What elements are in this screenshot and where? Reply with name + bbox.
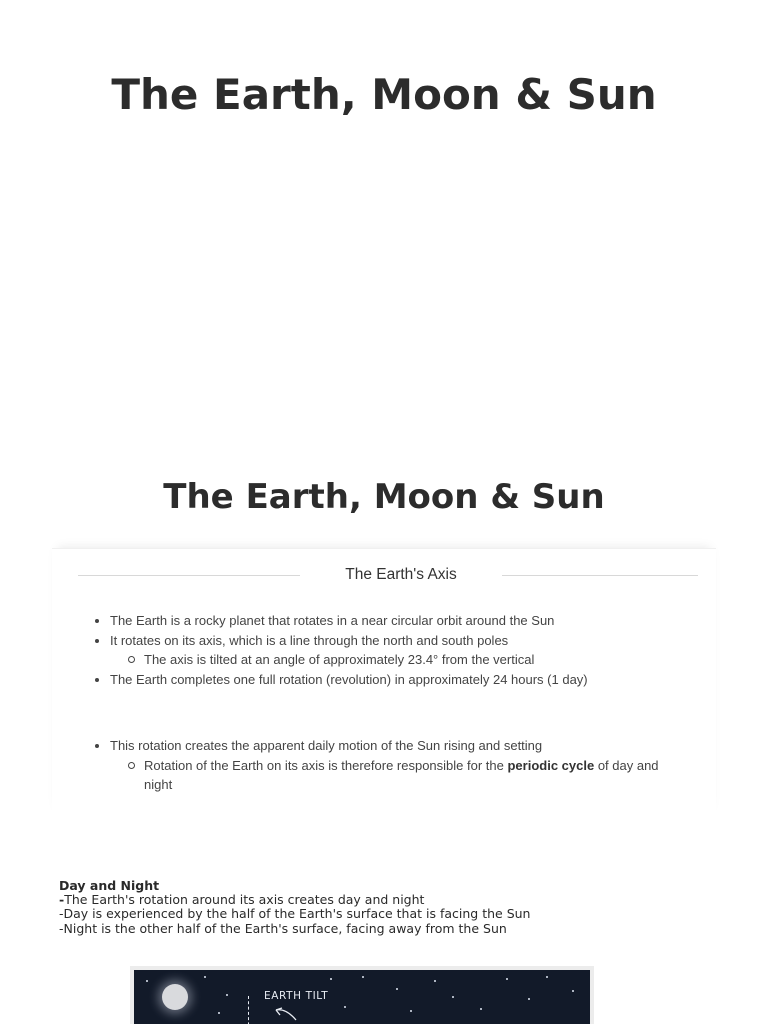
star bbox=[396, 988, 398, 990]
day-night-line bbox=[59, 893, 739, 907]
axis-bullet-list bbox=[110, 611, 684, 689]
star bbox=[330, 978, 332, 980]
list-item: The Earth completes one full rotation (revolution) in approximately 24 hours (1 day) bbox=[110, 670, 684, 690]
moon-icon bbox=[162, 984, 188, 1010]
star bbox=[572, 990, 574, 992]
day-night-heading: Day and Night bbox=[59, 878, 160, 893]
star bbox=[546, 976, 548, 978]
slide-title: The Earth, Moon & Sun bbox=[111, 70, 657, 119]
earths-axis-card bbox=[52, 548, 716, 819]
day-night-section bbox=[59, 879, 739, 936]
dash-marker: - bbox=[59, 892, 65, 908]
emphasis-text: periodic cycle bbox=[507, 757, 595, 773]
heading-divider-left bbox=[78, 575, 300, 576]
rotation-bullet-list bbox=[110, 736, 684, 795]
space-background bbox=[134, 970, 590, 1024]
star bbox=[480, 1008, 482, 1010]
tilt-arrow-icon bbox=[274, 1006, 300, 1024]
star bbox=[410, 1010, 412, 1012]
star bbox=[218, 1012, 220, 1014]
tilt-axis-line bbox=[248, 996, 249, 1024]
list-item bbox=[110, 756, 684, 795]
earth-tilt-image bbox=[130, 966, 594, 1024]
day-night-line-text: The Earth's rotation around its axis creates day and night bbox=[64, 892, 425, 908]
section-title: The Earth, Moon & Sun bbox=[163, 477, 605, 517]
card-heading-row bbox=[78, 563, 698, 587]
star bbox=[528, 998, 530, 1000]
star bbox=[434, 980, 436, 982]
list-item: The Earth is a rocky planet that rotates in a near circular orbit around the Sun bbox=[110, 611, 684, 631]
star bbox=[344, 1006, 346, 1008]
star bbox=[362, 976, 364, 978]
star bbox=[226, 994, 228, 996]
star bbox=[146, 980, 148, 982]
list-item: This rotation creates the apparent daily motion of the Sun rising and setting bbox=[110, 736, 684, 756]
heading-divider-right bbox=[502, 575, 698, 576]
list-item: It rotates on its axis, which is a line through the north and south poles bbox=[110, 631, 684, 651]
star bbox=[204, 976, 206, 978]
list-item-text: Rotation of the Earth on its axis is therefore responsible for the bbox=[144, 757, 508, 773]
star bbox=[506, 978, 508, 980]
day-night-line: -Day is experienced by the half of the Earth's surface that is facing the Sun bbox=[59, 906, 531, 922]
earth-tilt-label: EARTH TILT bbox=[264, 990, 329, 1002]
list-item: The axis is tilted at an angle of approximately 23.4° from the vertical bbox=[110, 650, 684, 670]
list-item-text: of day and night bbox=[144, 757, 659, 792]
day-night-line: -Night is the other half of the Earth's surface, facing away from the Sun bbox=[59, 920, 507, 936]
card-heading: The Earth's Axis bbox=[345, 566, 457, 583]
star bbox=[452, 996, 454, 998]
